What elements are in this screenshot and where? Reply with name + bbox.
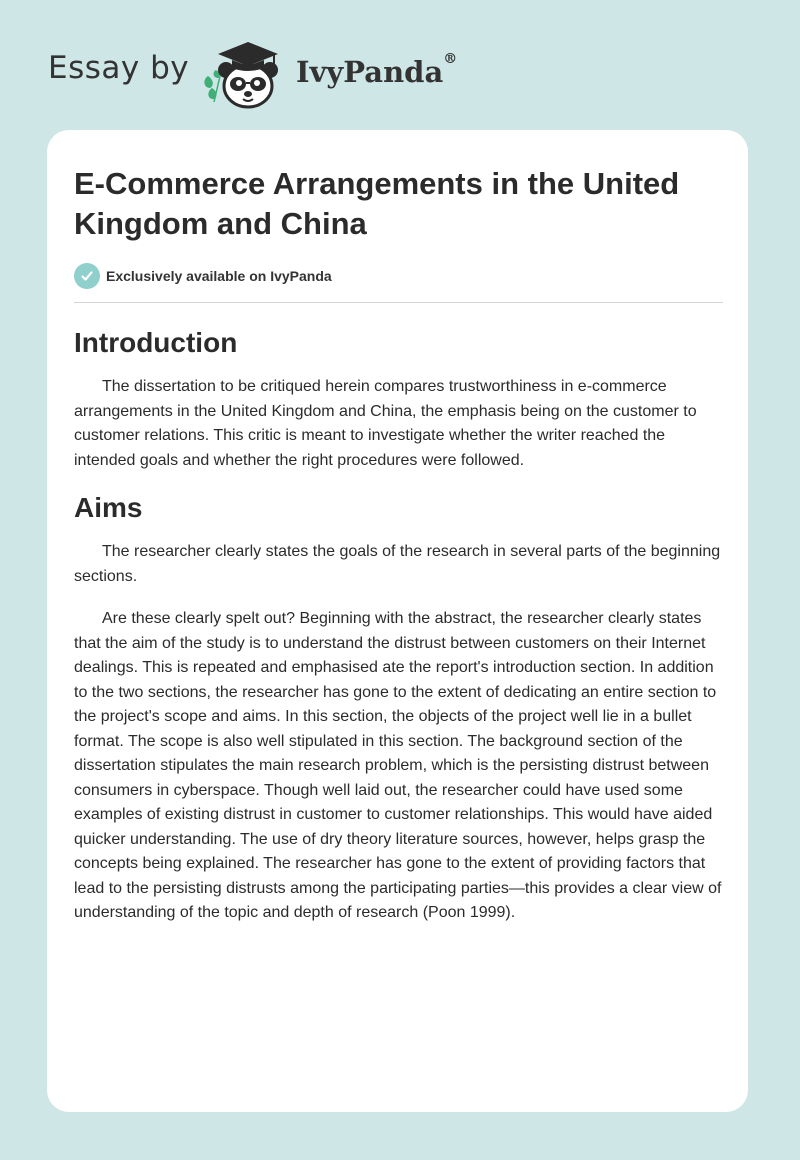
title-divider xyxy=(74,302,723,303)
aims-paragraph-2: Are these clearly spelt out? Beginning with the abstract, the researcher clearly states that the aim of the study is to understand the distrust between customers on their Internet dealings. This is repeated and emphasised ate the report's introduction section. In addition to the two sections, the researcher has gone to the extent of dedicating an entire section to the project's scope and aims. In this section, the objects of the project well lie in a bullet format. The scope is also well stipulated in this section. The background section of the dissertation stipulates the main research problem, which is the persisting distrust between consumers in cyberspace. Though well laid out, the researcher could have used some examples of existing distrust in customer to customer relationships. This would have aided quicker understanding. The use of dry theory literature sources, however, helps grasp the concepts being explained. The researcher has gone to the extent of providing factors that lead to the persisting distrusts among the participating parties—this provides a clear view of understanding of the topic and depth of research (Poon 1999). xyxy=(74,610,722,921)
introduction-paragraph: The dissertation to be critiqued herein compares trustworthiness in e-commerce arrangements in the United Kingdom and China, the emphasis being on the customer to customer relations. This critic is meant to investigate whether the writer reached the intended goals and whether the right procedures were followed. xyxy=(74,378,697,469)
section-heading-introduction: Introduction xyxy=(74,327,238,358)
aims-paragraph-1: The researcher clearly states the goals of the research in several parts of the beginning sections. xyxy=(74,543,721,585)
section-heading-aims: Aims xyxy=(74,492,143,523)
panda-logo-icon[interactable] xyxy=(200,36,292,110)
site-header xyxy=(0,0,800,130)
essay-body xyxy=(74,326,726,944)
essay-title: E-Commerce Arrangements in the United Kingdom and China xyxy=(74,166,680,241)
essay-card xyxy=(47,130,748,1112)
essay-by-label: Essay by xyxy=(48,50,190,86)
exclusive-badge xyxy=(74,263,332,289)
check-circle-icon xyxy=(74,263,100,289)
exclusive-badge-text: Exclusively available on IvyPanda xyxy=(106,268,332,284)
ivypanda-brand[interactable]: IvyPanda® xyxy=(296,51,458,89)
